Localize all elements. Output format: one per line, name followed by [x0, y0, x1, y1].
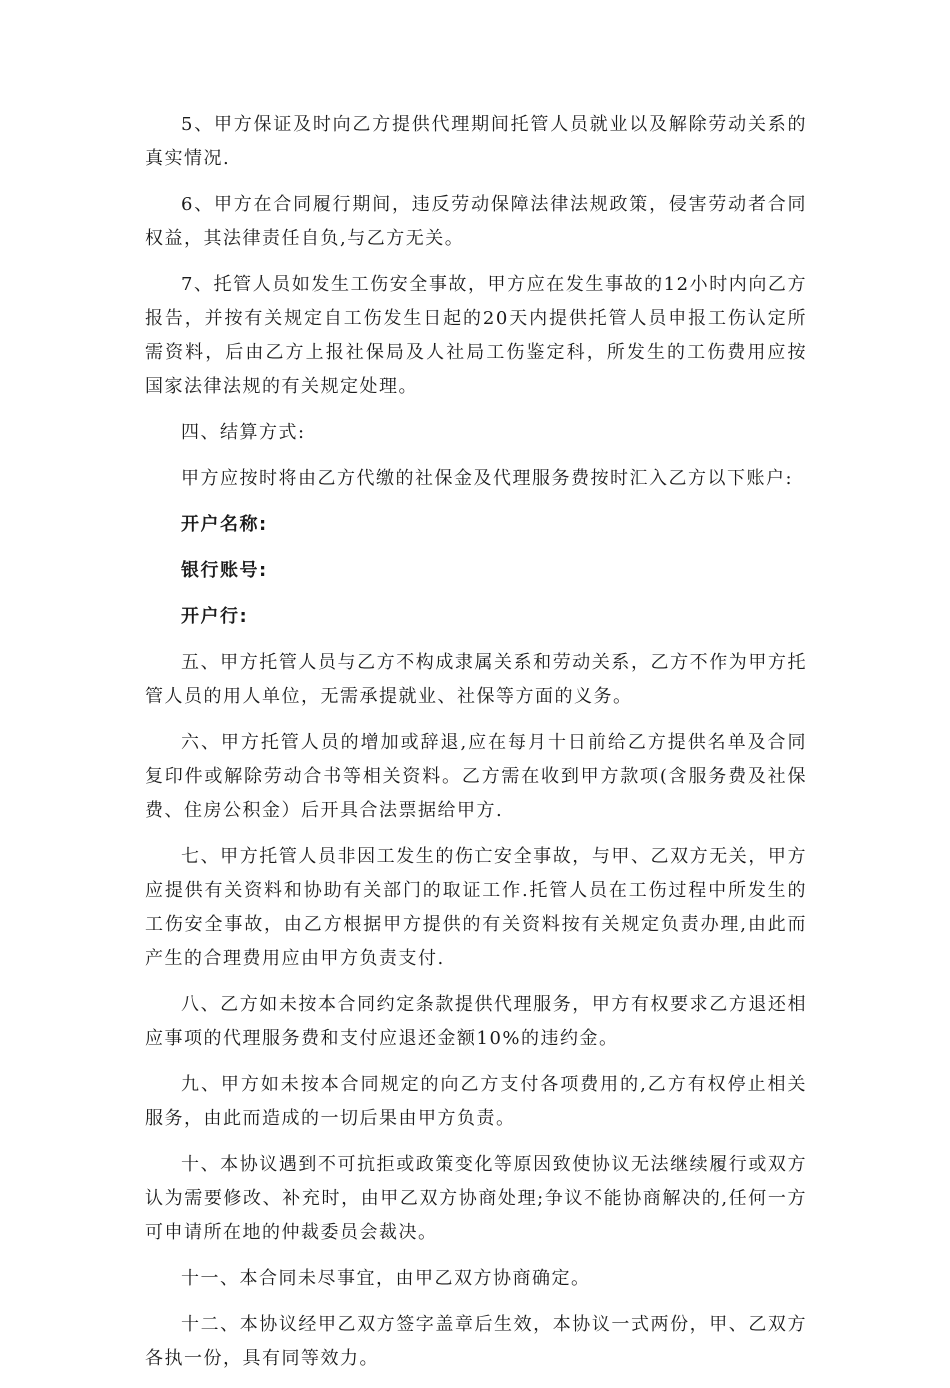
section-9-breach-party-a: 九、甲方如未按本合同规定的向乙方支付各项费用的,乙方有权停止相关服务，由此而造成的一切后果由甲方负责。 — [145, 1074, 807, 1129]
account-name-label: 开户名称: — [181, 514, 268, 535]
section-6-staff-changes: 六、甲方托管人员的增加或辞退,应在每月十日前给乙方提供名单及合同复印件或解除劳动合书等相关资料。乙方需在收到甲方款项(含服务费及社保费、住房公积金）后开具合法票据给甲方. — [145, 732, 807, 821]
section-5-relationship: 五、甲方托管人员与乙方不构成隶属关系和劳动关系，乙方不作为甲方托管人员的用人单位，无需承提就业、社保等方面的义务。 — [145, 652, 807, 707]
opening-bank-label: 开户行: — [181, 606, 249, 627]
document-page — [145, 108, 807, 1388]
clause-6-liability: 6、甲方在合同履行期间，违反劳动保障法律法规政策，侵害劳动者合同权益，其法律责任自负,与乙方无关。 — [145, 194, 807, 249]
settlement-instruction: 甲方应按时将由乙方代缴的社保金及代理服务费按时汇入乙方以下账户: — [181, 468, 794, 489]
section-8-breach-party-b: 八、乙方如未按本合同约定条款提供代理服务，甲方有权要求乙方退还相应事项的代理服务费和支付应退还金额10%的违约金。 — [145, 994, 807, 1049]
section-4-settlement-heading: 四、结算方式: — [181, 422, 306, 443]
section-12-effectiveness: 十二、本协议经甲乙双方签字盖章后生效，本协议一式两份，甲、乙双方各执一份，具有同等效力。 — [145, 1314, 807, 1369]
clause-5-guarantee: 5、甲方保证及时向乙方提供代理期间托管人员就业以及解除劳动关系的真实情况. — [145, 114, 807, 169]
clause-7-work-injury: 7、托管人员如发生工伤安全事故，甲方应在发生事故的12小时内向乙方报告，并按有关规定自工伤发生日起的20天内提供托管人员申报工伤认定所需资料，后由乙方上报社保局及人社局工伤鉴定科，所发生的工伤费用应按国家法律法规的有关规定处理。 — [145, 274, 807, 397]
section-10-force-majeure: 十、本协议遇到不可抗拒或政策变化等原因致使协议无法继续履行或双方认为需要修改、补充时，由甲乙双方协商处理;争议不能协商解决的,任何一方可申请所在地的仲裁委员会裁决。 — [145, 1154, 807, 1243]
section-7-non-work-accident: 七、甲方托管人员非因工发生的伤亡安全事故，与甲、乙双方无关，甲方应提供有关资料和协助有关部门的取证工作.托管人员在工伤过程中所发生的工伤安全事故，由乙方根据甲方提供的有关资料按有关规定负责办理,由此而产生的合理费用应由甲方负责支付. — [145, 846, 807, 969]
bank-account-label: 银行账号: — [181, 560, 268, 581]
section-11-unresolved-matters: 十一、本合同未尽事宜，由甲乙双方协商确定。 — [181, 1268, 591, 1289]
